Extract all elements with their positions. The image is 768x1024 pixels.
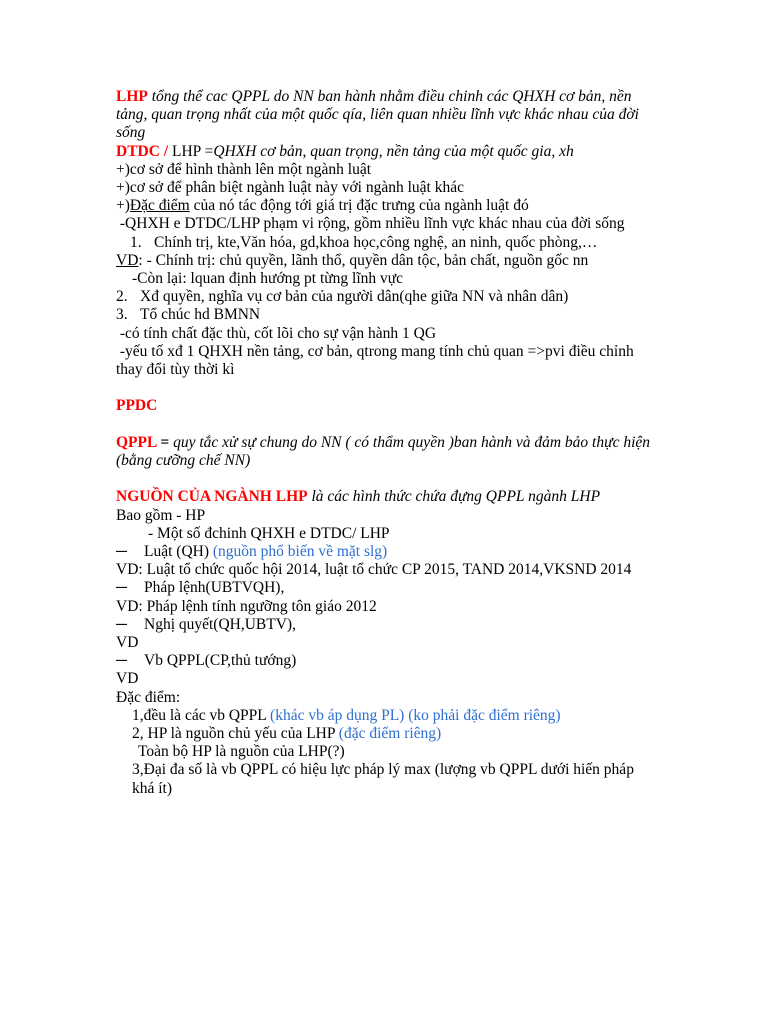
lhp-definition-text: tổng thể cac QPPL do NN ban hành nhằm điều chinh các QHXH cơ bản, nền tảng, quan trọng nhất của một quốc qía, liên quan nhiều lĩnh vực khác nhau của đời sống — [116, 88, 639, 142]
source-item-govt-doc — [116, 652, 656, 670]
term-nguon: NGUỒN CỦA NGÀNH LHP — [116, 488, 308, 506]
remaining-line: -Còn lại: lquan định hướng pt từng lĩnh vực — [132, 270, 404, 288]
scope-line: -QHXH e DTDC/LHP phạm vi rộng, gồm nhiều lĩnh vực khác nhau của đời sống — [116, 215, 625, 233]
dash-marker: ─ — [116, 652, 127, 670]
includes-sub-line: - Một số đchinh QHXH e DTDC/ LHP — [148, 524, 390, 542]
item-number: 2. — [116, 288, 128, 306]
law-note: (nguồn phổ biến về mặt slg) — [212, 543, 388, 561]
feature-note: (đặc điểm riêng) — [338, 725, 442, 743]
law-example: VD: Luật tổ chức quốc hội 2014, luật tổ chức CP 2015, TAND 2014,VKSND 2014 — [116, 561, 632, 579]
document-page — [116, 88, 656, 798]
term-lhp: LHP — [116, 88, 148, 105]
term-vd: VD — [116, 251, 139, 269]
spacer — [116, 470, 656, 488]
term-qppl: QPPL — [116, 433, 157, 451]
specific-line: -có tính chất đặc thù, cốt lõi cho sự vận hành 1 QG — [116, 324, 437, 342]
source-item-resolution — [116, 616, 656, 634]
source-definition — [116, 488, 656, 506]
spacer — [116, 416, 656, 434]
ordinance-example: VD: Pháp lệnh tính ngưỡng tôn giáo 2012 — [116, 597, 377, 615]
includes-line: Bao gồm - HP — [116, 506, 206, 524]
item-text: Chính trị, kte,Văn hóa, gd,khoa học,công nghệ, an ninh, quốc phòng,… — [154, 233, 598, 251]
feature-1 — [116, 707, 656, 725]
features-heading: Đặc điểm: — [116, 688, 181, 706]
source-item-text: Pháp lệnh(UBTVQH), — [144, 579, 285, 597]
dash-marker: ─ — [116, 579, 127, 597]
feature-note: (khác vb áp dụng PL) (ko phải đặc điểm riêng) — [270, 706, 561, 724]
item-number: 3. — [116, 306, 128, 324]
feature-2 — [116, 725, 656, 743]
source-item-text: Vb QPPL(CP,thủ tướng) — [144, 652, 297, 670]
qppl-equals: = — [156, 433, 174, 451]
source-item-law — [116, 543, 656, 561]
numbered-item-3 — [116, 306, 656, 324]
source-item-text: Nghị quyết(QH,UBTV), — [144, 615, 296, 633]
dtdc-definition — [116, 143, 656, 161]
resolution-example: VD — [116, 634, 139, 652]
law-label: Luật (QH) — [144, 543, 213, 561]
feature-3: 3,Đại đa số là vb QPPL có hiệu lực pháp lý max (lượng vb QPPL dưới hiến pháp khá ít) — [132, 761, 634, 797]
term-dtdc: DTDC — [116, 142, 160, 160]
basis-line-1: +)cơ sở để hình thành lên một ngành luật — [116, 160, 372, 178]
numbered-item-1 — [116, 234, 656, 252]
characteristic-prefix: +) — [116, 197, 130, 215]
feature-text: 1,đều là các vb QPPL — [132, 706, 271, 724]
source-item-text — [144, 543, 387, 561]
factor-line: -yếu tố xđ 1 QHXH nền tảng, cơ bản, qtrong mang tính chủ quan =>pvi điều chỉnh thay đổi tùy thời kì — [116, 342, 638, 379]
example-text: : - Chính trị: chủ quyền, lãnh thổ, quyền dân tộc, bản chất, nguồn gốc nn — [138, 251, 589, 269]
govt-doc-example: VD — [116, 670, 139, 688]
example-line-politics — [116, 252, 656, 270]
dash-marker: ─ — [116, 543, 127, 561]
item-text: Xđ quyền, nghĩa vụ cơ bản của người dân(qhe giữa NN và nhân dân) — [140, 288, 569, 306]
characteristic-line — [116, 197, 656, 215]
dtdc-slash: / — [159, 142, 172, 160]
dtdc-mid: LHP = — [171, 142, 214, 160]
basis-line-2: +)cơ sở để phân biệt ngành luật này với ngành luật khác — [116, 179, 464, 197]
dash-marker: ─ — [116, 615, 127, 633]
lhp-definition — [116, 88, 656, 143]
feature-2-detail: Toàn bộ HP là nguồn của LHP(?) — [138, 743, 345, 761]
characteristic-text: của nó tác động tới giá trị đặc trưng của ngành luật đó — [189, 197, 529, 215]
dtdc-definition-text: QHXH cơ bản, quan trọng, nền tảng của một quốc gia, xh — [213, 142, 574, 160]
feature-text: 2, HP là nguồn chủ yếu của LHP — [132, 725, 339, 743]
term-dac-diem: Đặc điểm — [129, 197, 190, 215]
ppdc-heading: PPDC — [116, 397, 158, 415]
numbered-item-2 — [116, 288, 656, 306]
source-definition-text: là các hình thức chứa đựng QPPL ngành LHP — [307, 488, 601, 506]
item-text: Tổ chúc hd BMNN — [140, 306, 261, 324]
source-item-ordinance — [116, 579, 656, 597]
item-number: 1. — [130, 233, 142, 251]
qppl-definition — [116, 434, 656, 470]
qppl-definition-text: quy tắc xử sự chung do NN ( có thẩm quyền )ban hành và đảm bảo thực hiện (bằng cưỡng chế NN) — [116, 433, 651, 470]
spacer — [116, 379, 656, 397]
